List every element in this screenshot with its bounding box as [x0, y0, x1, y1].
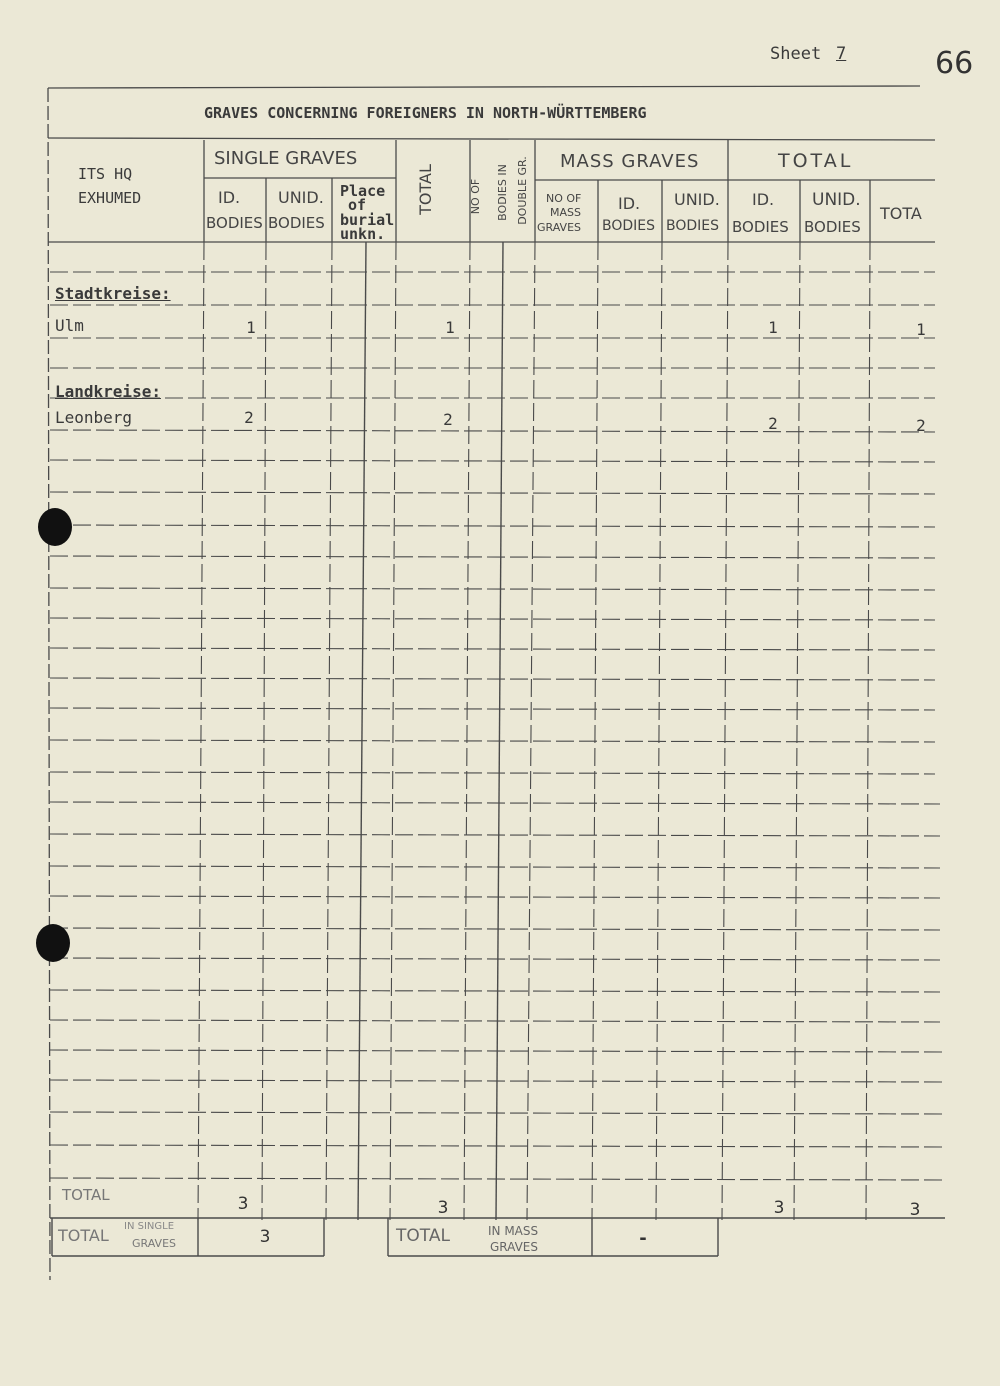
- ulm-total-total-value: 1: [916, 320, 926, 339]
- ulm-single-id-value: 1: [246, 318, 256, 337]
- total-in-mass-line2: GRAVES: [490, 1240, 538, 1254]
- leonberg-total-id-value: 2: [768, 414, 778, 433]
- mass-unid-header: UNID.: [674, 190, 720, 209]
- landkreise-label: Landkreise:: [55, 382, 161, 401]
- total-in-single-value: 3: [259, 1227, 271, 1247]
- page-number: 66: [935, 46, 974, 81]
- leonberg-single-total-value: 2: [443, 410, 453, 429]
- leonberg-total-total-value: 2: [916, 416, 926, 435]
- no-of-bodies-line1: NO OF: [469, 178, 483, 215]
- no-of-mass-line3: GRAVES: [537, 221, 581, 234]
- totals-single-id-value: 3: [237, 1194, 249, 1214]
- ulm-single-total-value: 1: [445, 318, 455, 337]
- mass-unid-bodies-header: BODIES: [666, 218, 720, 234]
- total-in-single-line1: IN SINGLE: [124, 1221, 175, 1232]
- ulm-total-id-value: 1: [768, 318, 778, 337]
- place-of-burial-line2: of: [348, 196, 367, 214]
- total-in-mass-label: TOTAL: [396, 1226, 450, 1246]
- no-of-bodies-line2: BODIES IN: [495, 164, 509, 221]
- single-total-vertical-header: TOTAL: [415, 164, 435, 215]
- place-of-burial-line1: Place: [340, 182, 386, 200]
- leonberg-label: Leonberg: [55, 408, 133, 427]
- total-unid-bodies-header: BODIES: [804, 218, 861, 236]
- place-of-burial-line3: burial: [340, 211, 395, 229]
- mass-id-bodies-header: BODIES: [602, 218, 656, 234]
- total-in-single-line2: GRAVES: [132, 1237, 176, 1250]
- mass-graves-header: MASS GRAVES: [560, 151, 700, 172]
- total-id-bodies-header: BODIES: [732, 218, 789, 236]
- totals-single-total-value: 3: [437, 1198, 449, 1218]
- mass-id-header: ID.: [618, 194, 641, 213]
- total-in-single-label: TOTAL: [58, 1226, 109, 1245]
- totals-total-total-value: 3: [909, 1200, 921, 1220]
- document-title: GRAVES CONCERNING FOREIGNERS IN NORTH-WÜRTTEMBERG: [204, 104, 647, 122]
- punch-hole-top: [38, 508, 72, 546]
- total-id-header: ID.: [752, 190, 775, 209]
- its-hq-label: ITS HQ: [78, 165, 133, 183]
- place-of-burial-line4: unkn.: [340, 225, 386, 243]
- totals-total-id-value: 3: [773, 1198, 785, 1218]
- punch-hole-bottom: [36, 924, 70, 962]
- single-unid-bodies-header: BODIES: [268, 214, 325, 232]
- single-id-header: ID.: [218, 188, 241, 207]
- sheet-label: Sheet: [770, 44, 822, 64]
- total-in-mass-value: -: [639, 1228, 647, 1249]
- stadtkreise-label: Stadtkreise:: [55, 284, 171, 303]
- total-group-header: TOTAL: [778, 150, 854, 172]
- no-of-bodies-line3: DOUBLE GR.: [515, 156, 529, 225]
- total-total-header: TOTA: [880, 204, 922, 223]
- sheet-number: 7: [836, 44, 847, 64]
- no-of-mass-line2: MASS: [550, 206, 581, 219]
- ulm-label: Ulm: [55, 316, 84, 335]
- leonberg-single-id-value: 2: [244, 408, 254, 427]
- total-in-mass-line1: IN MASS: [488, 1224, 539, 1238]
- single-unid-header: UNID.: [278, 188, 324, 207]
- total-unid-header: UNID.: [812, 190, 861, 210]
- totals-row-label: TOTAL: [62, 1186, 110, 1204]
- single-graves-header: SINGLE GRAVES: [214, 148, 358, 169]
- single-id-bodies-header: BODIES: [206, 214, 263, 232]
- exhumed-label: EXHUMED: [78, 189, 142, 207]
- no-of-mass-line1: NO OF: [546, 192, 582, 205]
